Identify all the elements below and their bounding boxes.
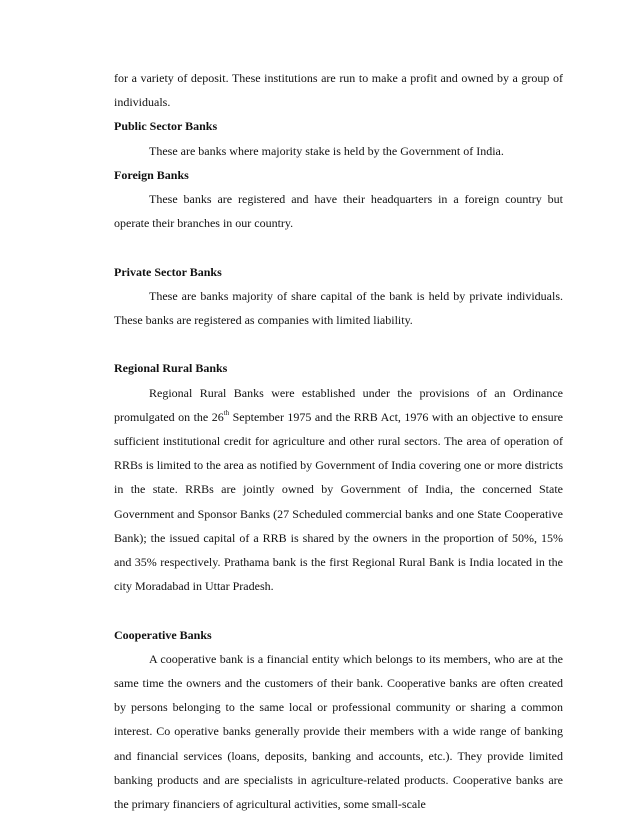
- foreign-banks-heading: Foreign Banks: [114, 167, 189, 182]
- cooperative-heading: Cooperative Banks: [114, 627, 212, 642]
- public-sector-paragraph: These are banks where majority stake is held by the Government of India.: [149, 143, 504, 158]
- private-sector-paragraph: These are banks majority of share capital of the bank is held by private individuals. These banks are registered as companies with limited liability.: [114, 288, 563, 328]
- section-gap: [114, 235, 563, 259]
- cooperative-paragraph: A cooperative bank is a financial entity which belongs to its members, who are at the same time the owners and the customers of their bank. Cooperative banks are often created by persons belonging to the same local or professional community or sharing a common interest. Co operative banks generally provide their members with a wide range of banking and financial services (loans, deposits, banking and accounts, etc.). They provide limited banking products and are specialists in agriculture-related products. Cooperative banks are the primary financiers of agricultural activities, some small-scale: [114, 651, 563, 812]
- public-sector-heading: Public Sector Banks: [114, 119, 218, 134]
- rrb-text-part2: September 1975 and the RRB Act, 1976 with an objective to ensure sufficient institutional credit for agriculture and other rural sectors. The area of operation of RRBs is limited to the area as notified by Government of India covering one or more districts in the state. RRBs are jointly owned by Government of India, the concerned State Government and Sponsor Banks (27 Scheduled commercial banks and one State Cooperative Bank); the issued capital of a RRB is shared by the owners in the proportion of 50%, 15% and 35% respectively. Prathama bank is the first Regional Rural Bank is India located in the city Moradabad in Uttar Pradesh.: [114, 409, 563, 594]
- rrb-text-part1: Regional Rural Banks were established under the provisions of an Ordinance promulgated on the 26: [114, 385, 563, 424]
- foreign-banks-paragraph: These banks are registered and have their headquarters in a foreign country but operate their branches in our country.: [114, 192, 563, 231]
- section-gap: [114, 598, 563, 622]
- document-body: [114, 66, 563, 816]
- regional-rural-paragraph: [114, 381, 563, 599]
- regional-rural-heading: Regional Rural Banks: [114, 361, 228, 376]
- private-sector-heading: Private Sector Banks: [114, 264, 222, 279]
- section-gap: [114, 332, 563, 356]
- intro-paragraph: for a variety of deposit. These institutions are run to make a profit and owned by a group of individuals.: [114, 71, 563, 110]
- ordinal-superscript: th: [223, 408, 230, 417]
